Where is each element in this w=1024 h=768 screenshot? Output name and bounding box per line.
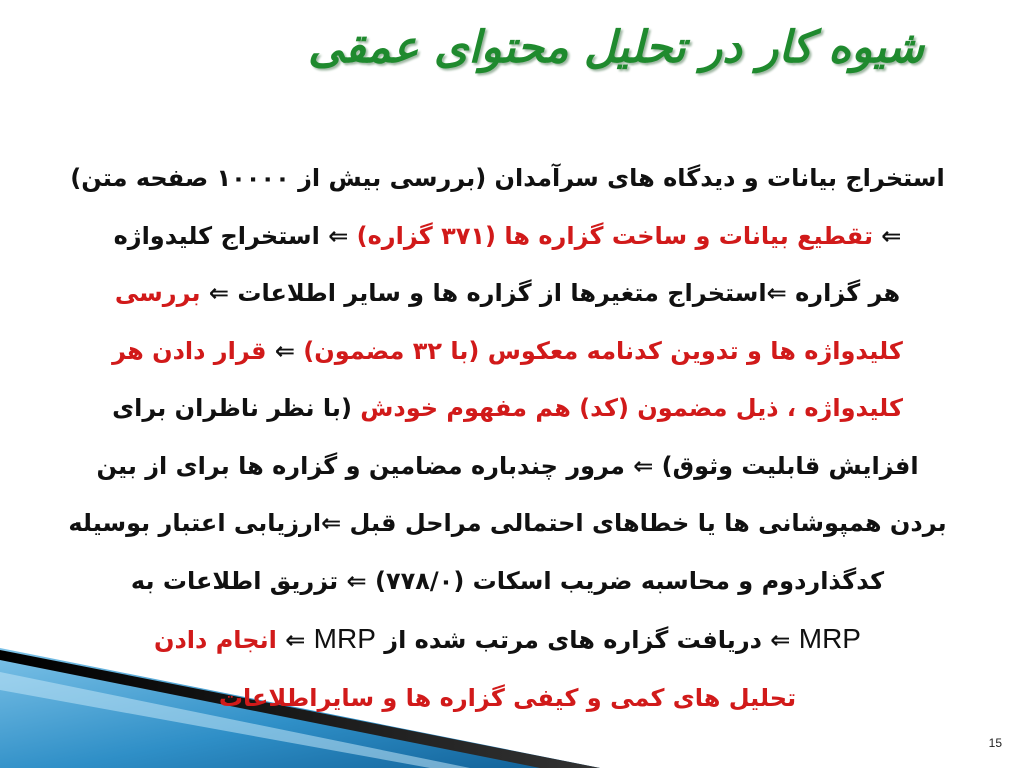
body-line <box>55 323 960 381</box>
body-line <box>55 438 960 496</box>
body-text: بردن همپوشانی ها یا خطاهای احتمالی مراحل قبل ⇐ارزیابی اعتبار بوسیله <box>68 509 947 537</box>
highlighted-text: بررسی <box>114 279 201 307</box>
acronym-text: MRP <box>313 623 376 654</box>
body-text: استخراج بیانات و دیدگاه های سرآمدان (بررسی بیش از ۱۰۰۰۰ صفحه متن) <box>70 164 945 192</box>
highlighted-text: تقطیع بیانات و ساخت گزاره ها (۳۷۱ گزاره) <box>356 221 873 250</box>
highlighted-text: کلیدواژه ، ذیل مضمون (کد) هم مفهوم خودش <box>360 394 903 422</box>
body-text: ⇐ دریافت گزاره های مرتب شده از <box>375 626 799 654</box>
body-line <box>55 380 960 438</box>
body-line <box>55 150 960 208</box>
body-text: (با نظر ناظران برای <box>112 394 361 422</box>
body-line <box>55 208 960 266</box>
body-text: افزایش قابلیت وثوق) ⇐ مرور چندباره مضامین و گزاره ها برای از بین <box>96 451 919 480</box>
slide-body <box>55 150 960 727</box>
acronym-text: MRP <box>798 623 861 654</box>
body-line <box>55 610 960 670</box>
body-text: ⇐ استخراج کلیدواژه <box>113 221 357 250</box>
page-number: 15 <box>988 736 1002 750</box>
body-text: ⇐ <box>266 336 304 365</box>
body-text: ⇐ <box>872 221 902 250</box>
highlighted-text: انجام دادن <box>154 626 277 654</box>
highlighted-text: تحلیل های کمی و کیفی گزاره ها و سایراطلاعات <box>218 683 797 712</box>
body-line <box>55 553 960 611</box>
body-text: کدگذاردوم و محاسبه ضریب اسکات (۷۷۸/۰) ⇐ تزریق اطلاعات به <box>130 566 885 595</box>
slide-title: شیوه کار در تحلیل محتوای عمقی <box>307 22 924 73</box>
highlighted-text: قرار دادن هر <box>112 336 267 365</box>
body-line <box>55 265 960 323</box>
body-text: هر گزاره ⇐استخراج متغیرها از گزاره ها و سایر اطلاعات ⇐ <box>200 279 901 307</box>
body-line <box>55 495 960 553</box>
body-text: ⇐ <box>276 626 314 654</box>
body-line <box>55 670 960 728</box>
highlighted-text: کلیدواژه ها و تدوین کدنامه معکوس (با ۳۲ مضمون) <box>303 336 903 365</box>
